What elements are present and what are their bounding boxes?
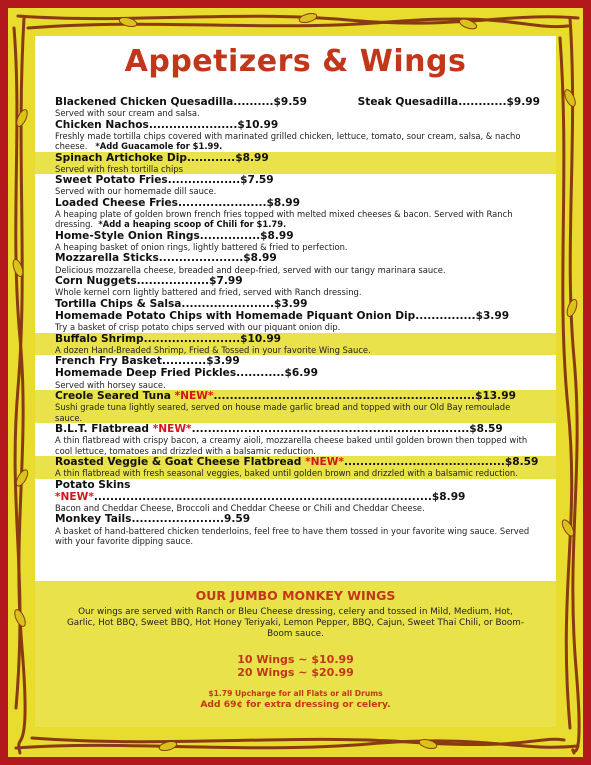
menu-item [55, 119, 540, 152]
item-description: Bacon and Cheddar Cheese, Broccoli and Cheddar Cheese or Chili and Cheddar Cheese. [55, 502, 425, 513]
wings-extra-dressing: Add 69¢ for extra dressing or celery. [200, 698, 391, 710]
menu-item-highlighted [35, 152, 556, 175]
menu-item [55, 96, 540, 119]
item-price: .....................................................................$8.59 [191, 422, 503, 435]
menu-item [55, 355, 540, 367]
wings-section [35, 581, 556, 727]
item-description: Whole kernel corn lightly battered and fried, served with Ranch dressing. [55, 287, 362, 298]
item-name: French Fry Basket...........$3.99 [55, 355, 240, 368]
item-name: Tortilla Chips & Salsa.......................$3.99 [55, 297, 308, 310]
menu-item-highlighted [35, 390, 556, 423]
item-description: A basket of hand-battered chicken tenderloins, feel free to have them tossed in your favorite wing sauce. Served with your favorite dipping sauce. [55, 525, 530, 546]
item-name: Corn Nuggets..................$7.99 [55, 275, 243, 288]
menu-item [55, 197, 540, 230]
item-name: Mozzarella Sticks.....................$8.99 [55, 252, 277, 265]
wings-description: Our wings are served with Ranch or Bleu Cheese dressing, celery and tossed in Mild, Medium, Hot, Garlic, Hot BBQ, Sweet BBQ, Hot Honey Teriyaki, Lemon Pepper, BBQ, Cajun, Sweet Thai Chili, or Boom-Boom sauce. [66, 607, 525, 640]
item-description: A heaping plate of golden brown french fries topped with melted mixed cheeses & bacon. Served with Ranch dressing. [55, 209, 513, 230]
new-badge: *NEW* [55, 490, 94, 503]
menu-item [55, 174, 540, 197]
new-badge: *NEW* [305, 455, 344, 468]
item-description: A dozen Hand-Breaded Shrimp, Fried & Tossed in your favorite Wing Sauce. [55, 344, 371, 355]
item-description: A thin flatbread with crispy bacon, a creamy aioli, mozzarella cheese baked until golden brown then topped with cool lettuce, tomatoes and drizzled with a balsamic reduction. [55, 435, 528, 456]
item-addon: *Add Guacamole for $1.99. [95, 141, 223, 152]
item-description: Served with our homemade dill sauce. [55, 186, 217, 197]
item-name: Homemade Potato Chips with Homemade Piquant Onion Dip...............$3.99 [55, 309, 510, 322]
item-price: ....................................................................................$8.99 [93, 490, 466, 503]
menu-item [55, 298, 540, 310]
menu-item-highlighted [35, 333, 556, 356]
item-name: Home-Style Onion Rings...............$8.99 [55, 229, 294, 242]
page-title: Appetizers & Wings [124, 44, 467, 79]
menu-item [55, 479, 540, 514]
item-name: Sweet Potato Fries..................$7.59 [55, 174, 274, 187]
new-badge: *NEW* [152, 422, 192, 435]
item-name: Chicken Nachos......................$10.99 [55, 118, 279, 131]
item-price: ........................................$8.59 [343, 455, 539, 468]
menu-item [55, 423, 540, 456]
menu-panel [35, 36, 556, 727]
item-name: Buffalo Shrimp........................$10.99 [55, 332, 282, 345]
item-description: Served with fresh tortilla chips [55, 163, 183, 174]
item-description: A heaping basket of onion rings, lightly battered & fried to perfection. [55, 242, 348, 253]
wings-price-20: 20 Wings ~ $20.99 [237, 665, 354, 679]
item-description: Delicious mozzarella cheese, breaded and deep-fried, served with our tangy marinara sauce. [55, 264, 446, 275]
menu-item [55, 310, 540, 333]
item-name: Homemade Deep Fried Pickles............$6.99 [55, 367, 318, 380]
wings-heading: OUR JUMBO MONKEY WINGS [195, 588, 396, 603]
item-name: Monkey Tails.......................9.59 [55, 513, 251, 526]
menu-item [55, 513, 540, 546]
appetizer-list [55, 96, 540, 546]
menu-item-highlighted [35, 456, 556, 479]
item-description: Served with horsey sauce. [55, 379, 166, 390]
item-addon: *Add a heaping scoop of Chili for $1.79. [98, 219, 287, 230]
wings-price-10: 10 Wings ~ $10.99 [237, 652, 354, 666]
item-description: Try a basket of crisp potato chips served with our piquant onion dip. [55, 322, 341, 333]
menu-item [55, 367, 540, 390]
item-description: Freshly made tortilla chips covered with marinated grilled chicken, lettuce, tomato, sour cream, salsa, & nacho cheese. [55, 130, 521, 152]
menu-item [55, 275, 540, 298]
item-name: Creole Seared Tuna [55, 389, 171, 402]
wings-upcharge: $1.79 Upcharge for all Flats or all Drums [208, 688, 383, 698]
item-name: Loaded Cheese Fries......................$8.99 [55, 196, 301, 209]
new-badge: *NEW* [174, 389, 214, 402]
item-name: Steak Quesadilla............$9.99 [357, 96, 540, 108]
item-name: Roasted Veggie & Goat Cheese Flatbread [55, 455, 302, 468]
item-name: Spinach Artichoke Dip............$8.99 [55, 151, 269, 164]
item-name: Blackened Chicken Quesadilla..........$9.59 [55, 96, 308, 108]
item-name: Potato Skins [55, 478, 131, 491]
item-description: A thin flatbread with fresh seasonal veggies, baked until golden brown and drizzled with a balsamic reduction. [55, 468, 518, 479]
item-name: B.L.T. Flatbread [55, 422, 150, 435]
item-price: .................................................................$13.99 [213, 389, 516, 402]
item-description: Sushi grade tuna lightly seared, served on house made garlic bread and topped with our Old Bay remoulade sauce. [55, 402, 511, 423]
menu-item [55, 252, 540, 275]
menu-item [55, 230, 540, 253]
item-description: Served with sour cream and salsa. [55, 108, 200, 119]
